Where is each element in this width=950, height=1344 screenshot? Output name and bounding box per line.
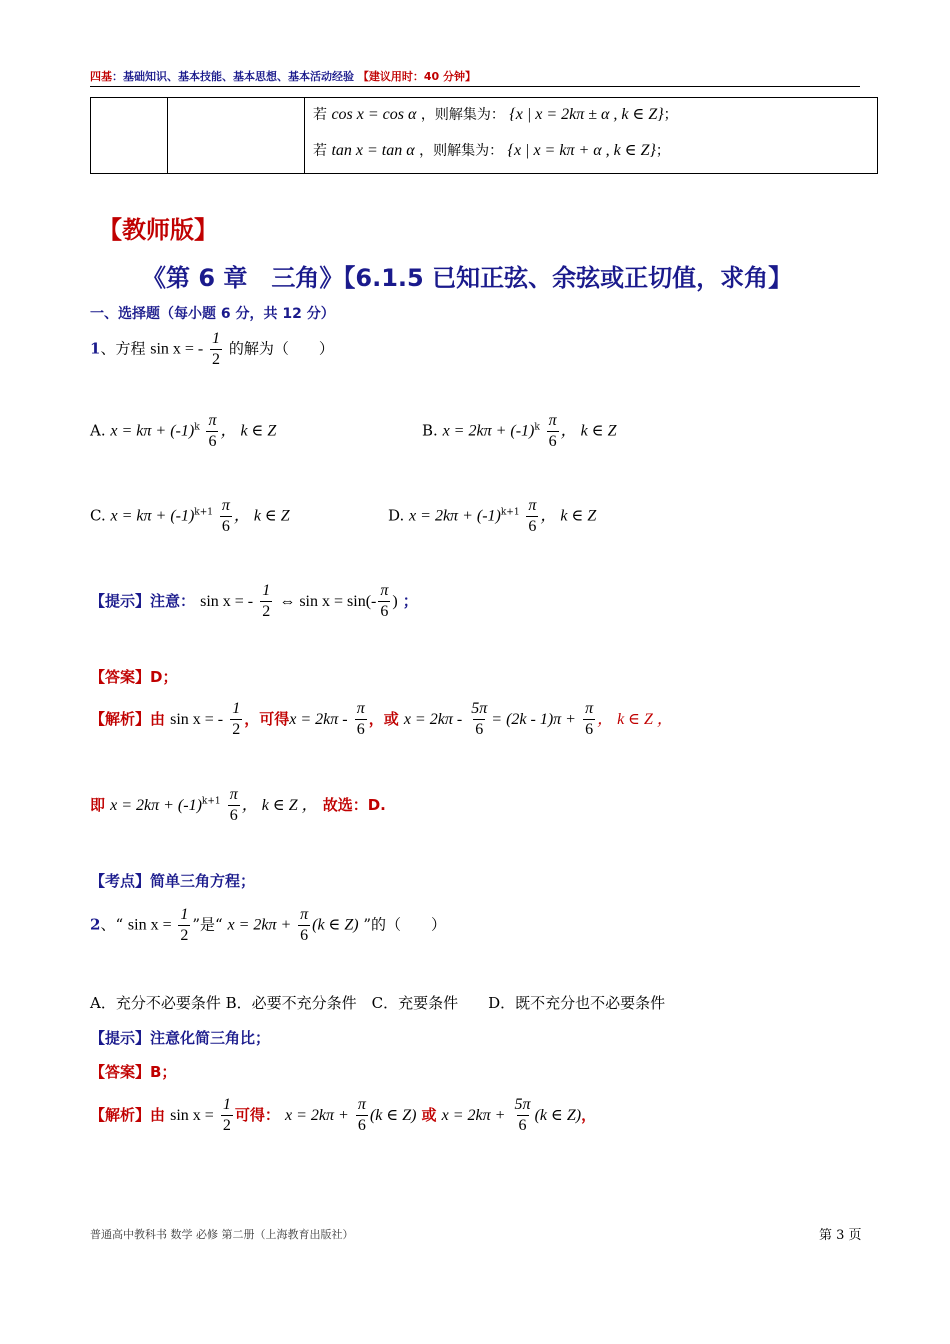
- q1-number: 1: [90, 339, 101, 358]
- frac-num: π: [585, 700, 594, 717]
- q1-conclusion: [90, 786, 386, 825]
- frac-den: 6: [229, 807, 238, 824]
- q2-analysis-frac-2: [356, 1096, 368, 1135]
- q1-kaodian: 【考点】简单三角方程；: [90, 872, 256, 890]
- hint-frac-1: [260, 582, 272, 621]
- q2-frac-1: [178, 906, 190, 945]
- frac-num: 1: [222, 1096, 231, 1113]
- row1-equation: cos x = cos α: [331, 106, 417, 123]
- q2-answer: 【答案】B；: [90, 1063, 177, 1081]
- option-c-label: C.: [90, 506, 106, 525]
- option-a-frac: [206, 412, 218, 451]
- analysis-expr-2: x = 2kπ -: [289, 711, 348, 728]
- q2-analysis-frac-1: [221, 1096, 233, 1135]
- footer-page-number: 第 3 页: [819, 1228, 862, 1243]
- header-rule: [90, 86, 860, 87]
- option-c-frac: [220, 497, 232, 536]
- option-c-kz: ， k ∈ Z: [233, 507, 290, 525]
- q2-analysis-eq-2: x = 2kπ +: [285, 1107, 349, 1124]
- header-label: 四基: [90, 70, 112, 83]
- frac-num: 5π: [471, 700, 488, 717]
- analysis-frac-3: [469, 700, 489, 739]
- frac-num: π: [548, 412, 557, 429]
- option-b-frac: [547, 412, 559, 451]
- q2-analysis-frac-3: [513, 1096, 533, 1135]
- conclusion-expr: x = 2kπ + (-1): [110, 797, 202, 814]
- row1-prefix: 若: [313, 107, 327, 123]
- frac-den: 6: [475, 721, 484, 738]
- analysis-frac-2: [355, 700, 367, 739]
- option-a-sup: k: [194, 422, 200, 433]
- hint-label: 【提示】注意：: [90, 592, 196, 610]
- conclusion-frac: [228, 786, 240, 825]
- option-a-label: A.: [90, 421, 106, 440]
- frac-den: 6: [357, 1117, 366, 1134]
- frac-num: 1: [232, 700, 241, 717]
- table-cell-empty-1: [91, 98, 168, 174]
- analysis-expr-3: x = 2kπ -: [403, 711, 463, 728]
- q1-tail: 的解为（ ）: [228, 339, 334, 358]
- hint-frac-2: [378, 582, 390, 621]
- table-row-cos: [313, 104, 678, 124]
- q2-analysis: [90, 1096, 596, 1135]
- row2-equation: tan x = tan α: [331, 142, 415, 159]
- row2-end: ；: [655, 143, 670, 159]
- q1-lead: 、方程: [100, 339, 146, 358]
- row1-set: {x | x = 2kπ ± α , k ∈ Z}: [509, 106, 664, 123]
- q2-hint: 【提示】注意化简三角比；: [90, 1029, 271, 1047]
- row1-end: ；: [663, 107, 678, 123]
- frac-num: π: [300, 906, 309, 923]
- row1-mid: ，则解集为：: [420, 107, 505, 123]
- q1-equation: sin x = -: [150, 340, 204, 358]
- option-d-expr: x = 2kπ + (-1): [409, 507, 501, 525]
- frac-num: 1: [212, 330, 221, 347]
- frac-den: 2: [180, 927, 189, 944]
- q2-equation-2: x = 2kπ +: [227, 916, 292, 934]
- option-b-kz: ， k ∈ Z: [560, 422, 617, 440]
- row2-mid: ，则解集为：: [419, 143, 504, 159]
- frac-num: π: [229, 786, 238, 803]
- conclusion-sup: k+1: [201, 796, 221, 807]
- q1-option-c: [90, 497, 290, 536]
- conclusion-ji: 即: [90, 796, 106, 814]
- hint-expr-1: sin x = -: [200, 593, 254, 610]
- frac-den: 6: [518, 1117, 527, 1134]
- option-d-frac: [526, 497, 538, 536]
- q2-analysis-end: ，: [581, 1106, 597, 1124]
- footer-textbook: 普通高中教科书 数学 必修 第二册（上海教育出版社）: [90, 1228, 354, 1241]
- frac-num: π: [356, 700, 365, 717]
- frac-den: 6: [221, 518, 230, 535]
- row2-set: {x | x = kπ + α , k ∈ Z}: [507, 142, 656, 159]
- q2-options: A．充分不必要条件 B．必要不充分条件 C．充要条件 D．既不充分也不必要条件: [90, 994, 666, 1012]
- conclusion-choose: 故选：D.: [322, 796, 386, 814]
- option-c-sup: k+1: [194, 507, 214, 518]
- q1-option-a: [90, 412, 276, 451]
- q1-option-b: [422, 412, 617, 451]
- q2-analysis-eq-3-tail: (k ∈ Z): [534, 1107, 582, 1124]
- option-d-sup: k+1: [500, 507, 520, 518]
- page-header: [90, 68, 476, 84]
- analysis-expr-4: = (2k - 1)π +: [491, 711, 576, 728]
- frac-num: π: [528, 497, 537, 514]
- option-a-kz: ， k ∈ Z: [220, 422, 277, 440]
- frac-den: 6: [380, 603, 389, 620]
- q2-stem: [90, 906, 446, 945]
- row2-prefix: 若: [313, 143, 327, 159]
- option-a-expr: x = kπ + (-1): [110, 422, 195, 440]
- analysis-label: 【解析】由: [90, 710, 166, 728]
- frac-num: 5π: [514, 1096, 531, 1113]
- frac-num: π: [208, 412, 217, 429]
- q2-analysis-or: 或: [421, 1106, 437, 1124]
- frac-den: 6: [548, 433, 557, 450]
- q1-answer: 【答案】D；: [90, 668, 178, 686]
- q2-mid: ”是“: [192, 915, 223, 934]
- q1-analysis: [90, 700, 673, 739]
- option-c-expr: x = kπ + (-1): [110, 507, 195, 525]
- table-cell-empty-2: [168, 98, 305, 174]
- q2-tail: ”的（ ）: [363, 915, 447, 934]
- hint-end: ；: [402, 592, 418, 610]
- hint-expr-3: ): [392, 593, 398, 610]
- analysis-expr-1: sin x = -: [170, 711, 224, 728]
- frac-num: π: [221, 497, 230, 514]
- q1-option-d: [388, 497, 596, 536]
- q2-number: 2: [90, 915, 101, 934]
- q2-analysis-label: 【解析】由: [90, 1106, 166, 1124]
- table-row-tan: [313, 140, 670, 160]
- chapter-title: 《第 6 章 三角》【6.1.5 已知正弦、余弦或正切值，求角】: [142, 264, 793, 292]
- frac-den: 2: [232, 721, 241, 738]
- frac-den: 2: [262, 603, 271, 620]
- q2-frac-2: [298, 906, 310, 945]
- q2-equation-2-tail: (k ∈ Z): [312, 916, 359, 934]
- option-d-label: D.: [388, 506, 405, 525]
- q1-stem: [90, 330, 334, 369]
- option-b-sup: k: [534, 422, 540, 433]
- frac-den: 6: [300, 927, 309, 944]
- frac-den: 2: [212, 351, 221, 368]
- analysis-frac-4: [583, 700, 595, 739]
- header-text: ：基础知识、基本技能、基本思想、基本活动经验: [112, 70, 354, 83]
- hint-expr-2: ⇔ sin x = sin(-: [279, 593, 377, 610]
- frac-num: π: [380, 582, 389, 599]
- option-d-kz: ， k ∈ Z: [540, 507, 597, 525]
- frac-num: π: [357, 1096, 366, 1113]
- q2-analysis-eq-3: x = 2kπ +: [441, 1107, 506, 1124]
- section-title: 一、选择题（每小题 6 分，共 12 分）: [90, 306, 335, 322]
- frac-den: 2: [222, 1117, 231, 1134]
- q2-analysis-mid: 可得：: [234, 1106, 280, 1124]
- frac-den: 6: [585, 721, 594, 738]
- frac-den: 6: [356, 721, 365, 738]
- frac-num: 1: [180, 906, 189, 923]
- q2-analysis-eq-1: sin x =: [170, 1107, 214, 1124]
- frac-den: 6: [528, 518, 537, 535]
- option-b-label: B.: [422, 421, 438, 440]
- analysis-frac-1: [230, 700, 242, 739]
- teacher-version-title: 【教师版】: [98, 216, 218, 244]
- q1-fraction: [210, 330, 222, 369]
- analysis-mid-2: ，或: [368, 710, 399, 728]
- analysis-end: ， k ∈ Z ，: [597, 711, 673, 728]
- q1-hint: [90, 582, 418, 621]
- analysis-mid-1: ，可得: [244, 710, 290, 728]
- q2-equation-1: sin x =: [127, 916, 172, 934]
- q2-analysis-eq-2-tail: (k ∈ Z): [369, 1107, 417, 1124]
- frac-num: 1: [262, 582, 271, 599]
- header-tip: 【建议用时：40 分钟】: [357, 70, 476, 83]
- conclusion-tail: ， k ∈ Z ，: [241, 797, 318, 814]
- option-b-expr: x = 2kπ + (-1): [442, 422, 535, 440]
- q2-lead: 、“: [100, 915, 124, 934]
- frac-den: 6: [208, 433, 217, 450]
